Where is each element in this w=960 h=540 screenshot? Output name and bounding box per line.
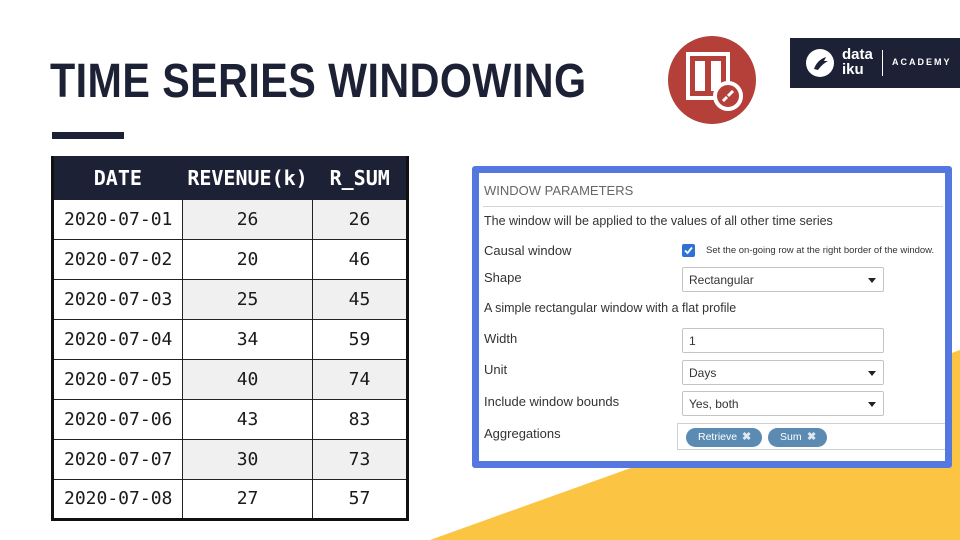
causal-window-help: Set the on-going row at the right border of the window. [706, 245, 935, 256]
panel-header-divider [483, 206, 943, 207]
table-row [53, 239, 408, 279]
cell-rsum: 59 [312, 319, 407, 359]
table-row [53, 279, 408, 319]
cell-date: 2020-07-05 [53, 359, 183, 399]
brand-subtitle: ACADEMY [892, 57, 952, 67]
cell-rsum: 46 [312, 239, 407, 279]
window-bounds-select[interactable] [682, 391, 884, 416]
cell-revenue: 27 [183, 479, 313, 519]
remove-chip-icon[interactable]: ✖ [742, 431, 752, 443]
window-bounds-value: Yes, both [689, 397, 739, 411]
bird-logo-icon [806, 49, 834, 77]
dataiku-academy-logo [790, 38, 960, 88]
aggregations-field[interactable] [677, 423, 945, 450]
cell-rsum: 74 [312, 359, 407, 399]
aggregation-chip-sum[interactable]: Sum ✖ [768, 428, 827, 447]
shape-select[interactable] [682, 267, 884, 292]
cell-date: 2020-07-01 [53, 199, 183, 239]
cell-revenue: 34 [183, 319, 313, 359]
table-row [53, 319, 408, 359]
col-header-revenue: REVENUE(k) [183, 157, 313, 199]
window-bounds-label: Include window bounds [484, 394, 620, 409]
revenue-table [51, 156, 409, 520]
cell-rsum: 73 [312, 439, 407, 479]
remove-chip-icon[interactable]: ✖ [807, 431, 817, 443]
width-label: Width [484, 331, 518, 346]
chevron-down-icon [868, 371, 876, 376]
table-row [53, 479, 408, 519]
cell-date: 2020-07-07 [53, 439, 183, 479]
cell-date: 2020-07-03 [53, 279, 183, 319]
table-row [53, 439, 408, 479]
cell-rsum: 57 [312, 479, 407, 519]
col-header-rsum: R_SUM [312, 157, 407, 199]
unit-select[interactable] [682, 360, 884, 385]
table-row [53, 359, 408, 399]
causal-window-label: Causal window [484, 243, 572, 258]
cell-rsum: 83 [312, 399, 407, 439]
chevron-down-icon [868, 402, 876, 407]
checkmark-icon [683, 245, 694, 256]
cell-rsum: 26 [312, 199, 407, 239]
col-header-date: DATE [53, 157, 183, 199]
aggregation-chip-retrieve[interactable]: Retrieve ✖ [686, 428, 762, 447]
window-intro-text: The window will be applied to the values of all other time series [484, 214, 833, 228]
cell-revenue: 40 [183, 359, 313, 399]
panel-header: WINDOW PARAMETERS [484, 183, 634, 198]
cell-revenue: 30 [183, 439, 313, 479]
window-parameters-panel [472, 166, 952, 468]
cell-date: 2020-07-04 [53, 319, 183, 359]
aggregations-label: Aggregations [484, 426, 561, 441]
chevron-down-icon [868, 278, 876, 283]
cell-rsum: 45 [312, 279, 407, 319]
table-row [53, 199, 408, 239]
window-recipe-icon [668, 36, 756, 124]
unit-label: Unit [484, 362, 508, 377]
cell-revenue: 20 [183, 239, 313, 279]
unit-select-value: Days [689, 366, 717, 380]
width-input[interactable] [682, 328, 884, 353]
table-row [53, 399, 408, 439]
cell-revenue: 43 [183, 399, 313, 439]
cell-revenue: 26 [183, 199, 313, 239]
cell-date: 2020-07-06 [53, 399, 183, 439]
causal-window-checkbox[interactable] [682, 244, 695, 257]
shape-select-value: Rectangular [689, 273, 754, 287]
cell-date: 2020-07-08 [53, 479, 183, 519]
shape-label: Shape [484, 270, 522, 285]
width-input-value: 1 [689, 334, 696, 348]
shape-description: A simple rectangular window with a flat profile [484, 301, 737, 315]
brand-name: data iku [842, 46, 873, 78]
cell-date: 2020-07-02 [53, 239, 183, 279]
brand-divider [882, 50, 883, 76]
title-underline [52, 132, 124, 139]
cell-revenue: 25 [183, 279, 313, 319]
slide-title: TIME SERIES WINDOWING [50, 55, 587, 108]
